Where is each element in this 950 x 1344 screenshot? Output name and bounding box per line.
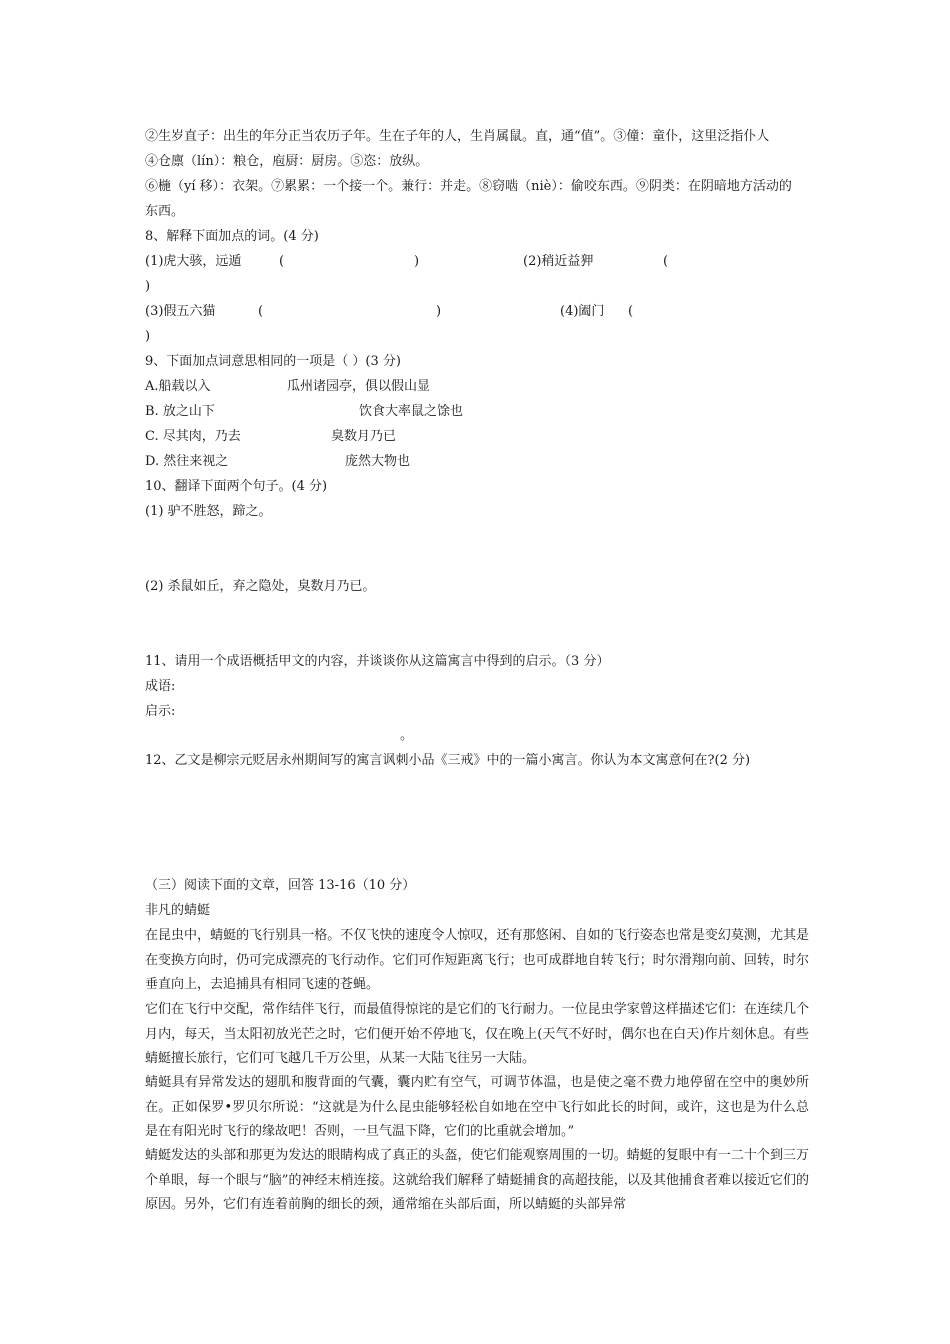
question-12-title: 12、乙文是柳宗元贬居永州期间写的寓言讽刺小品《三戒》中的一篇小寓言。你认为本文寓意何在?(2 分): [145, 753, 751, 768]
q9-option-a-right: 瓜州诸园亭，俱以假山显: [287, 379, 431, 394]
question-8-title: 8、解释下面加点的词。(4 分): [145, 229, 319, 244]
note-line: ②生岁直子：出生的年分正当农历子年。生在子年的人，生肖属鼠。直，通“值”。③僮：童仆，这里泛指仆人: [145, 129, 770, 144]
q11-insight-label: 启示:: [145, 704, 176, 719]
section-3-heading: （三）阅读下面的文章，回答 13-16（10 分）: [145, 878, 416, 893]
q8-item-1-close-paren: ): [414, 254, 420, 269]
q9-option-a-left: A.船载以入: [145, 379, 211, 394]
q8-item-2: (2)稍近益狎: [523, 254, 594, 269]
q8-item-4-open-paren: (: [628, 304, 634, 319]
q8-item-1: (1)虎大骇，远遁: [145, 254, 242, 269]
q9-option-d-right: 庞然大物也: [345, 454, 411, 469]
question-10-title: 10、翻译下面两个句子。(4 分): [145, 479, 328, 494]
article-title: 非凡的蜻蜓: [145, 903, 211, 918]
article-paragraph-3: 蜻蜓具有异常发达的翅肌和腹背面的气囊，囊内贮有空气，可调节体温，也是使之毫不费力地停留在空中的奥妙所在。正如保罗•罗贝尔所说：“这就是为什么昆虫能够轻松自如地在空中飞行如此长的时间，或许，这也是为什么总是在有阳光时飞行的缘故吧！否则，一旦气温下降，它们的比重就会增加。”: [145, 1075, 809, 1139]
q9-option-c-right: 臭数月乃已: [331, 429, 397, 444]
q8-item-3-close-paren: ): [436, 304, 442, 319]
q8-item-2-close-paren: ): [145, 279, 151, 294]
article-paragraph-2: 它们在飞行中交配，常作结伴飞行，而最值得惊诧的是它们的飞行耐力。一位昆虫学家曾这样描述它们：在连续几个月内，每天，当太阳初放光芒之时，它们便开始不停地飞，仅在晚上(天气不好时，偶尔也在白天)作片刻休息。有些蜻蜓擅长旅行，它们可飞越几千万公里，从某一大陆飞往另一大陆。: [145, 1002, 809, 1066]
q9-option-b-right: 饮食大率鼠之馀也: [359, 404, 464, 419]
q8-item-3-open-paren: (: [258, 304, 264, 319]
note-line: 东西。: [145, 204, 185, 219]
q9-option-c-left: C. 尽其肉，乃去: [145, 429, 241, 444]
q8-item-1-open-paren: (: [279, 254, 285, 269]
q10-sentence-2: (2) 杀鼠如丘，弃之隐处，臭数月乃已。: [145, 579, 376, 594]
article-paragraph-4: 蜻蜓发达的头部和那更为发达的眼睛构成了真正的头盔，使它们能观察周围的一切。蜻蜓的复眼中有一二十个到三万个单眼，每一个眼与“脑”的神经末梢连接。这就给我们解释了蜻蜓捕食的高超技能，以及其他捕食者难以接近它们的原因。另外，它们有连着前胸的细长的颈，通常缩在头部后面，所以蜻蜓的头部异常: [145, 1148, 809, 1212]
q9-option-b-left: B. 放之山下: [145, 404, 215, 419]
q10-sentence-1: (1) 驴不胜怒，蹄之。: [145, 504, 272, 519]
article-paragraph-1: 在昆虫中，蜻蜓的飞行别具一格。不仅飞快的速度令人惊叹，还有那悠闲、自如的飞行姿态也常是变幻莫测，尤其是在变换方向时，仍可完成漂亮的飞行动作。它们可作短距离飞行；也可成群地自转飞行；时尔滑翔向前、回转，时尔垂直向上，去追捕具有相同飞速的苍蝇。: [145, 928, 809, 992]
question-11-title: 11、请用一个成语概括甲文的内容，并谈谈你从这篇寓言中得到的启示。（3 分）: [145, 654, 610, 669]
q8-item-3: (3)假五六猫: [145, 304, 216, 319]
question-9-title: 9、下面加点词意思相同的一项是（ ）(3 分): [145, 354, 401, 369]
q8-item-4-close-paren: ): [145, 329, 151, 344]
q8-item-2-open-paren: (: [663, 254, 669, 269]
note-line: ⑥椸（yí 移）：衣架。⑦累累：一个接一个。兼行：并走。⑧窃啮（niè）：偷咬东西。⑨阴类：在阴暗地方活动的: [145, 179, 792, 194]
note-line: ④仓廪（lín）：粮仓，庖厨：厨房。⑤恣：放纵。: [145, 154, 429, 169]
q11-period: 。: [400, 728, 414, 743]
q8-item-4: (4)阖门: [560, 304, 605, 319]
q9-option-d-left: D. 然往来视之: [145, 454, 229, 469]
q11-idiom-label: 成语:: [145, 679, 176, 694]
